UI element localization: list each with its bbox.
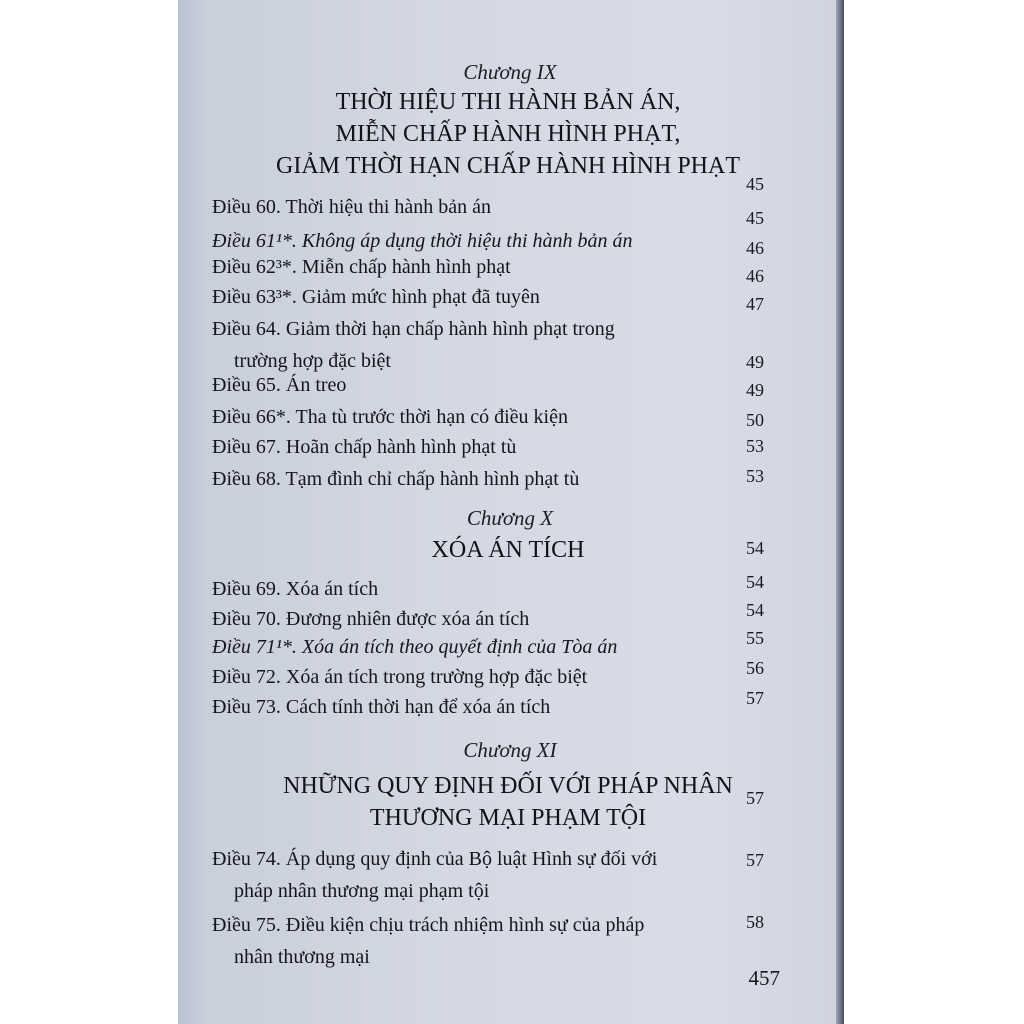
- toc-entry-67[interactable]: Điều 67. Hoãn chấp hành hình phạt tù: [212, 436, 517, 458]
- chapter-ix-label: Chương IX: [463, 60, 557, 84]
- chapter-xi-page: 57: [746, 788, 764, 808]
- toc-entry-74[interactable]: [212, 846, 762, 904]
- toc-page-72: 56: [746, 658, 764, 678]
- toc-page-75: 58: [746, 912, 764, 932]
- toc-page-71: 55: [746, 628, 764, 648]
- toc-entry-64-cont: trường hợp đặc biệt: [234, 350, 391, 372]
- toc-entry-69[interactable]: Điều 69. Xóa án tích: [212, 578, 379, 600]
- toc-page-63: 47: [746, 294, 764, 314]
- chapter-x-label: Chương X: [466, 506, 554, 530]
- toc-entry-73[interactable]: Điều 73. Cách tính thời hạn để xóa án tích: [212, 696, 551, 718]
- chapter-ix-title-line-3: GIẢM THỜI HẠN CHẤP HÀNH HÌNH PHẠT: [276, 153, 740, 179]
- toc-page-64: 49: [746, 352, 764, 372]
- toc-entry-74-text: Điều 74. Áp dụng quy định của Bộ luật Hình sự đối với: [212, 848, 658, 870]
- toc-page-74: 57: [746, 850, 764, 870]
- toc-entry-60[interactable]: Điều 60. Thời hiệu thi hành bản án: [212, 196, 492, 218]
- book-page: [178, 0, 842, 1024]
- page-number: 457: [748, 966, 780, 990]
- toc-page-69: 54: [746, 572, 764, 592]
- chapter-ix-page: 45: [746, 174, 764, 194]
- toc-page-68: 53: [746, 466, 764, 486]
- toc-entry-71[interactable]: Điều 71¹*. Xóa án tích theo quyết định của Tòa án: [212, 636, 618, 658]
- background-right: [844, 0, 1024, 1024]
- toc-page-60: 45: [746, 208, 764, 228]
- toc-page-73: 57: [746, 688, 764, 708]
- toc-page-67: 53: [746, 436, 764, 456]
- toc-entry-65[interactable]: Điều 65. Án treo: [212, 374, 347, 396]
- toc-entry-70[interactable]: Điều 70. Đương nhiên được xóa án tích: [212, 608, 530, 630]
- chapter-xi-title-line-1: NHỮNG QUY ĐỊNH ĐỐI VỚI PHÁP NHÂN: [283, 773, 733, 799]
- toc-entry-66[interactable]: Điều 66*. Tha tù trước thời hạn có điều kiện: [212, 406, 568, 428]
- toc-page-62: 46: [746, 266, 764, 286]
- chapter-ix-title-line-1: THỜI HIỆU THI HÀNH BẢN ÁN,: [335, 89, 681, 115]
- toc-entry-75[interactable]: [212, 912, 762, 970]
- toc-entry-72[interactable]: Điều 72. Xóa án tích trong trường hợp đặc biệt: [212, 666, 588, 688]
- toc-entry-63[interactable]: Điều 63³*. Giảm mức hình phạt đã tuyên: [212, 286, 540, 308]
- chapter-xi-label: Chương XI: [463, 738, 557, 762]
- toc-page-70: 54: [746, 600, 764, 620]
- toc-entry-61[interactable]: Điều 61¹*. Không áp dụng thời hiệu thi hành bản án: [212, 230, 633, 252]
- toc-entry-64-text: Điều 64. Giảm thời hạn chấp hành hình phạt trong: [212, 318, 615, 340]
- background-left: [0, 0, 178, 1024]
- toc-page-66: 50: [746, 410, 764, 430]
- chapter-ix-title-line-2: MIỄN CHẤP HÀNH HÌNH PHẠT,: [335, 121, 681, 147]
- chapter-ix-title: [198, 86, 818, 182]
- chapter-xi-title-line-2: THƯƠNG MẠI PHẠM TỘI: [369, 805, 647, 831]
- toc-entry-68[interactable]: Điều 68. Tạm đình chỉ chấp hành hình phạt tù: [212, 468, 580, 490]
- chapter-x-title: XÓA ÁN TÍCH: [431, 537, 585, 563]
- toc-entry-75-cont: nhân thương mại: [234, 946, 370, 968]
- chapter-xi-title: [198, 770, 818, 834]
- book-edge: [836, 0, 844, 1024]
- toc-entry-64[interactable]: [212, 316, 762, 374]
- toc-entry-62[interactable]: Điều 62³*. Miễn chấp hành hình phạt: [212, 256, 511, 278]
- toc-page-61: 46: [746, 238, 764, 258]
- chapter-x-page: 54: [746, 538, 764, 558]
- toc-entry-74-cont: pháp nhân thương mại phạm tội: [234, 880, 490, 902]
- toc-entry-75-text: Điều 75. Điều kiện chịu trách nhiệm hình sự của pháp: [212, 914, 645, 936]
- toc-page-65: 49: [746, 380, 764, 400]
